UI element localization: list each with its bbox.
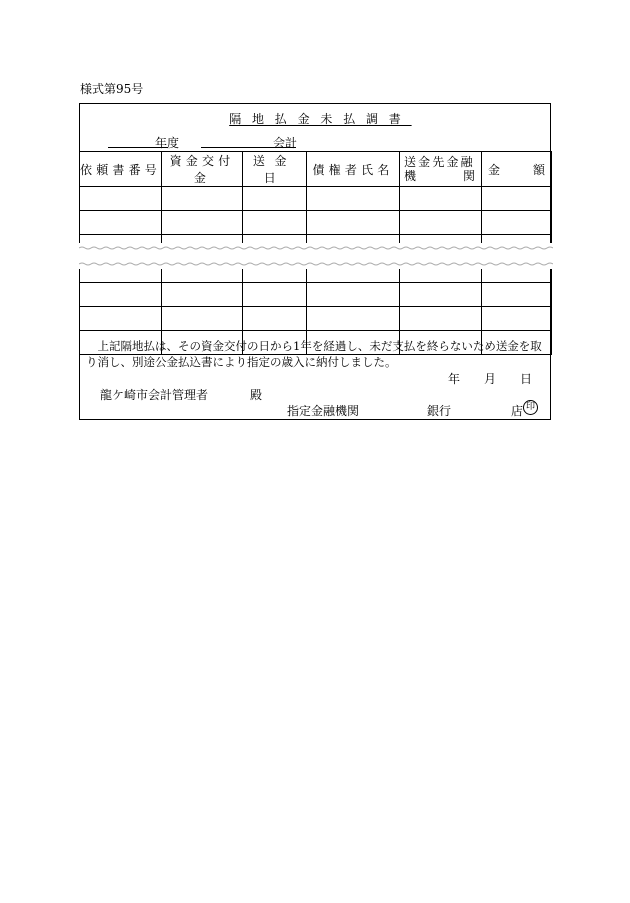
- statement-text: 上記隔地払は、その資金交付の日から1年を経過し、未だ支払を終らないため送金を取り消し、別途公金払込書により指定の歳入に納付しました。: [86, 339, 542, 369]
- table-row: [80, 307, 552, 331]
- header-creditor: 債権者氏名: [307, 152, 400, 187]
- form-title: 隔地払金未払調書: [229, 112, 412, 126]
- header-send-date: 送金日: [243, 152, 307, 187]
- form-box: [79, 103, 551, 420]
- account-label: 会計: [273, 136, 298, 150]
- branch-suffix: 店: [511, 404, 524, 418]
- year-label: 年度: [155, 136, 180, 150]
- table-header-row: [80, 152, 552, 187]
- date-line: 年 月 日: [447, 372, 532, 386]
- form-number: 様式第95号: [80, 82, 144, 96]
- designated-bank-label: 指定金融機関: [287, 404, 360, 418]
- bank-suffix: 銀行: [427, 404, 452, 418]
- header-amount: 金 額: [482, 152, 552, 187]
- table-row: [80, 211, 552, 235]
- table-row: [80, 283, 552, 307]
- header-bank: 送金先金融 機 関: [400, 152, 482, 187]
- addressee: 龍ケ崎市会計管理者: [100, 388, 209, 402]
- table-row: [80, 187, 552, 211]
- seal-mark: 印: [523, 400, 538, 415]
- header-fund-date: 資金交付金: [162, 152, 243, 187]
- header-request-no: 依頼書番号: [80, 152, 162, 187]
- table-break-wave: [79, 243, 553, 269]
- honorific: 殿: [250, 388, 263, 402]
